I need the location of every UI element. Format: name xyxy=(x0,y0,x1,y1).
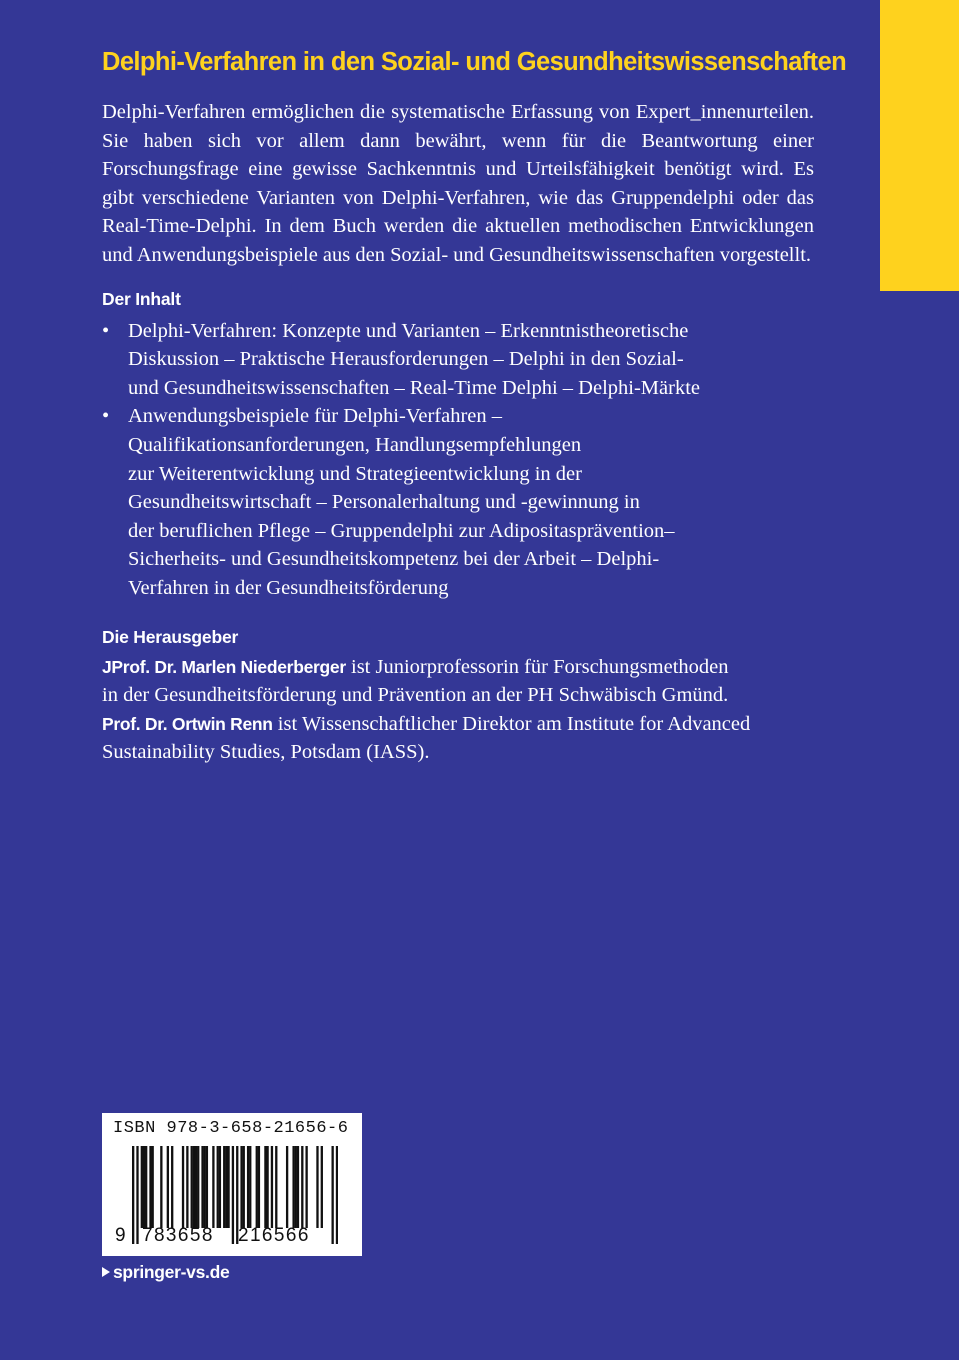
barcode-bar xyxy=(145,1146,147,1228)
isbn-barcode xyxy=(102,1113,362,1256)
ean-first-digit: 9 xyxy=(115,1225,126,1246)
editor-description-line: Sustainability Studies, Potsdam (IASS). xyxy=(102,741,430,764)
contents-item-line: Qualifikationsanforderungen, Handlungsempfehlungen xyxy=(128,433,582,456)
barcode-bar xyxy=(141,1146,143,1228)
barcode-bar xyxy=(316,1146,318,1228)
barcode-bar xyxy=(152,1146,154,1228)
contents-item-line: Verfahren in der Gesundheitsförderung xyxy=(128,576,449,599)
contents-item-line: Diskussion – Praktische Herausforderungen – Delphi in den Sozial- xyxy=(128,348,684,371)
barcode-bar xyxy=(149,1146,151,1228)
barcode-bar xyxy=(160,1146,162,1228)
barcode-bar xyxy=(225,1146,227,1228)
editor-description-line: ist Wissenschaftlicher Direktor am Institute for Advanced xyxy=(272,712,751,735)
barcode-bar xyxy=(264,1146,266,1228)
barcode-bar xyxy=(301,1146,303,1228)
barcode-bar xyxy=(186,1146,188,1228)
barcode-bar xyxy=(321,1146,323,1228)
intro-paragraph: Delphi-Verfahren ermöglichen die systematische Erfassung von Expert_​innenurteilen. Sie haben sich vor allem dann bewährt, wenn für die Beantwortung einer Forschungsfrage eine gewisse Sachkenntnis und Urteilsfähigkeit benötigt wird. Es gibt verschiedene Varianten von Delphi-Verfahren, wie das Gruppendelphi oder das Real-Time-Delphi. In dem Buch werden die aktuellen methodischen Entwicklungen und Anwendungsbeispiele aus den Sozial- und Gesundheitswissenschaften vorgestellt. xyxy=(102,101,814,266)
barcode-bar xyxy=(292,1146,294,1228)
barcode-bar xyxy=(258,1146,260,1228)
barcode-bar xyxy=(193,1146,195,1228)
barcode-bar xyxy=(275,1146,277,1228)
editor-description-line: ist Juniorprofessorin für Forschungsmethoden xyxy=(345,655,729,678)
ean-left-digits: 783658 xyxy=(142,1225,214,1246)
bullet-icon: • xyxy=(102,405,110,428)
barcode-bar xyxy=(240,1146,242,1228)
contents-list xyxy=(102,317,814,603)
barcode-bar xyxy=(136,1146,138,1244)
barcode-bar xyxy=(227,1146,229,1228)
editors-heading: Die Herausgeber xyxy=(102,626,239,647)
editor-name: JProf. Dr. Marlen Niederberger xyxy=(102,656,346,677)
contents-item-line: Anwendungsbeispiele für Delphi-Verfahren – xyxy=(128,405,503,428)
contents-item-line: Sicherheits- und Gesundheitskompetenz bei der Arbeit – Delphi- xyxy=(128,548,660,571)
barcode-bar xyxy=(204,1146,206,1228)
publisher-website[interactable] xyxy=(102,1262,229,1283)
back-cover-content xyxy=(102,44,847,767)
barcode-bar xyxy=(182,1146,184,1228)
barcode-bar xyxy=(331,1146,333,1244)
yellow-accent-bar xyxy=(880,0,959,291)
barcode-bar xyxy=(197,1146,199,1228)
barcode-bar xyxy=(167,1146,169,1228)
barcode-bar xyxy=(271,1146,273,1228)
contents-item-line: zur Weiterentwicklung und Strategieentwicklung in der xyxy=(128,462,582,485)
contents-item-line: Delphi-Verfahren: Konzepte und Varianten – Erkenntnistheoretische xyxy=(128,319,689,342)
barcode-bar xyxy=(266,1146,268,1228)
barcode-bar xyxy=(295,1146,297,1228)
barcode-bar xyxy=(256,1146,258,1228)
barcode-bar xyxy=(206,1146,208,1228)
barcode-bar xyxy=(171,1146,173,1228)
editor-description-line: in der Gesundheitsförderung und Prävention an der PH Schwäbisch Gmünd. xyxy=(102,684,729,707)
barcode-bar xyxy=(249,1146,251,1228)
barcode-bar xyxy=(297,1146,299,1228)
barcode-bar xyxy=(201,1146,203,1228)
barcode-bar xyxy=(191,1146,193,1228)
barcode-bar xyxy=(217,1146,219,1228)
barcode-bar xyxy=(132,1146,134,1244)
barcode-bar xyxy=(336,1146,338,1244)
barcode-bar xyxy=(243,1146,245,1228)
bullet-icon: • xyxy=(102,319,110,342)
contents-item xyxy=(102,402,814,602)
barcode-bar xyxy=(212,1146,214,1228)
barcode-bar xyxy=(195,1146,197,1228)
book-title: Delphi-Verfahren in den Sozial- und Gesundheitswissenschaften xyxy=(102,48,847,76)
barcode-bar xyxy=(219,1146,221,1228)
contents-item-line: Gesundheitswirtschaft – Personalerhaltung und -gewinnung in xyxy=(128,491,640,514)
isbn-label: ISBN 978-3-658-21656-6 xyxy=(113,1119,349,1138)
contents-item-line: der beruflichen Pflege – Gruppendelphi zur Adipositasprävention– xyxy=(128,519,675,542)
barcode-bar xyxy=(223,1146,225,1228)
arrow-right-icon xyxy=(102,1267,110,1277)
barcode-bar xyxy=(286,1146,288,1228)
editor-name: Prof. Dr. Ortwin Renn xyxy=(102,713,273,734)
barcode-bar xyxy=(143,1146,145,1228)
barcode-bar xyxy=(247,1146,249,1228)
editor-entry xyxy=(102,710,814,767)
editors-list xyxy=(102,653,814,767)
ean-right-digits: 216566 xyxy=(238,1225,310,1246)
contents-heading: Der Inhalt xyxy=(102,288,181,309)
website-label: springer-vs.de xyxy=(113,1262,230,1282)
barcode-bar xyxy=(232,1146,234,1244)
barcode-bar xyxy=(305,1146,307,1228)
editor-entry xyxy=(102,653,814,710)
contents-item xyxy=(102,317,814,403)
contents-item-line: und Gesundheitswissenschaften – Real-Time Delphi – Delphi-Märkte xyxy=(128,376,700,399)
